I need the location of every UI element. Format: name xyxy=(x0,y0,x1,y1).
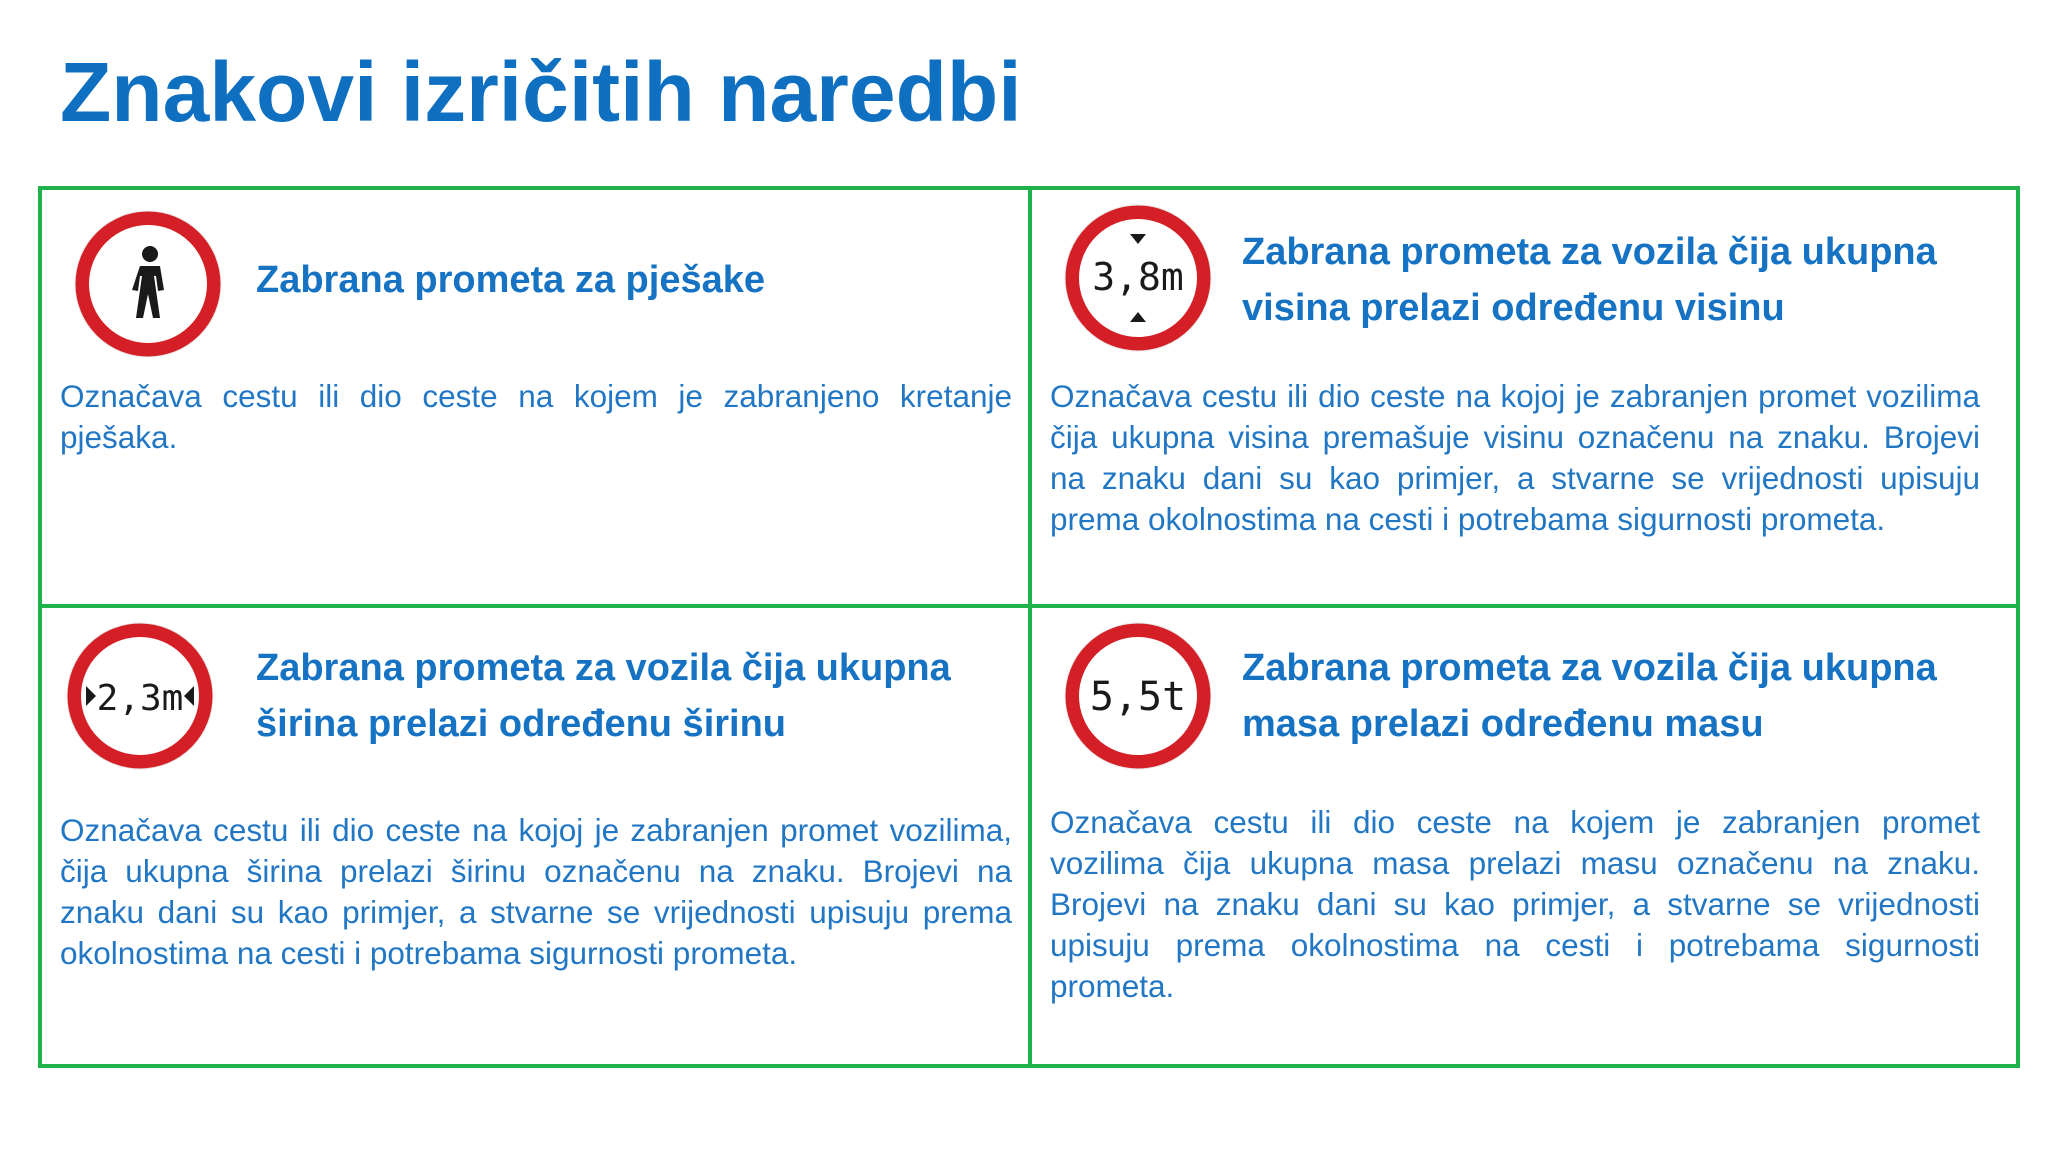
sign-cell-weight xyxy=(1032,608,2020,1064)
sign-heading: Zabrana prometa za pješake xyxy=(256,259,765,301)
signs-table xyxy=(38,186,2020,1068)
sign-cell-pedestrians xyxy=(42,190,1032,608)
sign-heading: Zabrana prometa za vozila čija ukupna visina prelazi određenu visinu xyxy=(1242,231,1937,329)
sign-heading: Zabrana prometa za vozila čija ukupna širina prelazi određenu širinu xyxy=(256,647,951,745)
sign-label-text: 3,8m xyxy=(1092,255,1184,299)
sign-cell-width xyxy=(42,608,1032,1064)
sign-cell-height xyxy=(1032,190,2020,608)
sign-description: Označava cestu ili dio ceste na kojem je zabranjen promet vozilima čija ukupna masa prelazi masu označenu na znaku. Brojevi na znaku dani su kao primjer, a stvarne se vrijednosti upisuju prema okolnostima na cesti i potrebama sigurnosti prometa. xyxy=(1050,804,1980,1004)
page-title: Znakovi izričitih naredbi xyxy=(60,45,1022,139)
max-height-sign-icon xyxy=(1064,204,1212,352)
sign-description: Označava cestu ili dio ceste na kojem je zabranjeno kretanje pješaka. xyxy=(60,378,1012,455)
no-pedestrians-sign-icon xyxy=(74,210,222,358)
max-weight-sign-icon xyxy=(1064,622,1212,770)
sign-label-text: 5,5t xyxy=(1089,674,1187,720)
sign-label-text: 2,3m xyxy=(96,678,184,719)
sign-heading: Zabrana prometa za vozila čija ukupna masa prelazi određenu masu xyxy=(1242,647,1937,745)
max-width-sign-icon xyxy=(66,622,214,770)
sign-description: Označava cestu ili dio ceste na kojoj je zabranjen promet vozilima čija ukupna visina premašuje visinu označenu na znaku. Brojevi na znaku dani su kao primjer, a stvarne se vrijednosti upisuju prema okolnostima na cesti i potrebama sigurnosti prometa. xyxy=(1050,378,1980,537)
sign-description: Označava cestu ili dio ceste na kojoj je zabranjen promet vozilima, čija ukupna širina prelazi širinu označenu na znaku. Brojevi na znaku dani su kao primjer, a stvarne se vrijednosti upisuju prema okolnostima na cesti i potrebama sigurnosti prometa. xyxy=(60,812,1012,971)
